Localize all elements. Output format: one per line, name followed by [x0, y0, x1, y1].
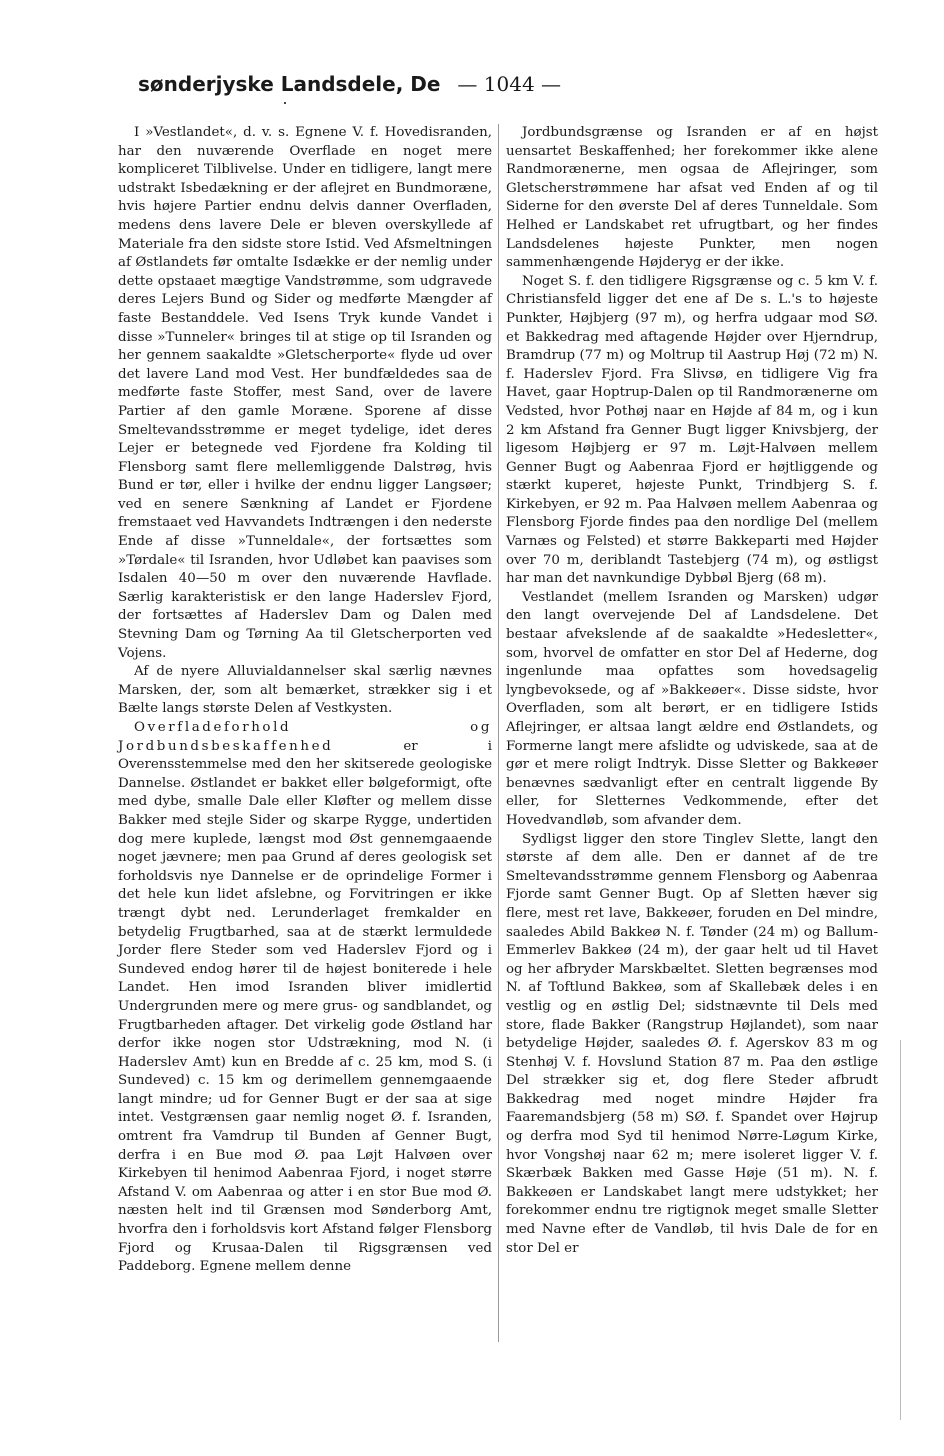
- right-column: [506, 124, 878, 1258]
- paragraph-alluvial: Af de nyere Alluvialdannelser skal særlig nævnes Marsken, der, som alt bemærket, strækker sig i et Bælte langs største Delen af Vestkysten.: [118, 664, 492, 717]
- paragraph-soil-conditions: [118, 719, 492, 1277]
- scan-margin-line: [900, 1040, 901, 1420]
- paragraph-soil-body: er i Overensstemmelse med den her skitserede geologiske Dannelse. Østlandet er bakket eller bølgeformigt, ofte med dybe, smalle Dale eller Kløfter og mellem disse Bakker med stejle Sider og skarpe Rygge, undertiden dog mere kuplede, længst mod Øst gennemgaaende noget jævnere; men paa Grund af deres geologisk set forholdsvis nye Dannelse er de oprindelige Former i det hele kun lidet afslebne, og Forvitringen er ikke trængt dybt ned. Lerunderlaget fremkalder en betydelig Frugtbarhed, saa at de stærkt lermuldede Jorder flere Steder som ved Haderslev Fjord og i Sundeved endog hører til de højest boniterede i hele Landet. Hen imod Isranden bliver imidlertid Undergrunden mere og mere grus- og sandblandet, og Frugtbarheden aftager. Det virkelig gode Østland har derfor ikke nogen stor Udstrækning, mod N. (i Haderslev Amt) kun en Bredde af c. 25 km, mod S. (i Sundeved) c. 15 km og derimellem gennemgaaende langt mindre; ud for Genner Bugt er der saa at sige intet. Vestgrænsen gaar nemlig noget Ø. f. Isranden, omtrent fra Vamdrup til Bunden af Genner Bugt, derfra i en Bue mod Ø. paa Løjt Halvøen over Kirkebyen til henimod Aabenraa Fjord, i noget større Afstand V. om Aabenraa og atter i en stor Bue mod Ø. næsten helt ind til Grænsen mod Sønderborg Amt, hvorfra den i forholdsvis kort Afstand følger Flensborg Fjord og Krusaa-Dalen til Rigsgrænsen ved Paddeborg. Egnene mellem denne: [118, 738, 492, 1275]
- running-header: [138, 72, 561, 96]
- header-title: sønderjyske Landsdele, De: [138, 72, 441, 96]
- paragraph-soil-continued: Jordbundsgrænse og Isranden er af en højst uensartet Beskaffenhed; her forekommer ikke alene Randmorænerne, men ogsaa de Aflejringer, som Gletscherstrømmene har afsat ved Enden af og til Siderne for den øverste Del af deres Tunneldale. Som Helhed er Landskabet ret ufrugtbart, og her findes Landsdelenes højeste Punkter, men nogen sammenhængende Højderyg er der ikke.: [506, 125, 878, 271]
- left-column: [118, 124, 492, 1277]
- paragraph-vestlandet-plains: Vestlandet (mellem Isranden og Marsken) udgør den langt overvejende Del af Landsdelene. Det bestaar afvekslende af de saakaldte »Hedesletter«, som, hvorvel de omfatter en stor Del af Hederne, dog ingenlunde maa opfattes som hovedsagelig lyngbevoksede, og af »Bakkeøer«. Disse sidste, hvor Overfladen, som alt berørt, er en tidligere Istids Aflejringer, er altsaa langt ældre end Østlandets, og Formerne langt mere afslidte og udviskede, saa at de gør et mere roligt Indtryk. Disse Sletter og Bakkeøer benævnes sædvanligt efter en centralt liggende By eller, for Sletternes Vedkommende, efter det Hovedvandløb, som afvander dem.: [506, 589, 878, 828]
- section-lead-term: Overfladeforhold og Jordbundsbeskaffenhed: [118, 720, 492, 754]
- paragraph-tinglev-slette: Sydligst ligger den store Tinglev Slette, langt den største af dem alle. Den er dannet af de tre Smeltevandsstrømme gennem Flensborg og Aabenraa Fjorde samt Genner Bugt. Op af Sletten hæver sig flere, mest ret lave, Bakkeøer, foruden en Del mindre, saaledes Abild Bakkeø N. f. Tønder (24 m) og Ballum-Emmerlev Bakkeø (24 m), der gaar helt ud til Havet og her afbryder Marskbæltet. Sletten begrænses mod N. af Toftlund Bakkeø, som af Skallebæk deles i en vestlig og en østlig Del; sidstnævnte til Dels med store, flade Bakker (Rangstrup Højlandet), som naar betydelige Højder, saaledes Ø. f. Agerskov 83 m og Stenhøj V. f. Hovslund Station 87 m. Paa den østlige Del strækker sig et, dog flere Steder afbrudt Bakkedrag med noget mindre Højder fra Faaremandsbjerg (58 m) SØ. f. Spandet over Højrup og derfra mod Syd til henimod Nørre-Løgum Kirke, hvor Vongshøj naar 62 m; mere isoleret ligger V. f. Skærbæk Bakken med Gasse Høje (51 m). N. f. Bakkeøen er Landskabet langt mere udstykket; her forekommer endnu tre rigtignok meget smalle Sletter med Navne efter de Vandløb, til hvis Dale de for en stor Del er: [506, 831, 878, 1256]
- column-divider: [498, 124, 499, 1342]
- print-mark: [284, 102, 286, 104]
- page-number: — 1044 —: [457, 72, 562, 96]
- paragraph-vestlandet-geology: I »Vestlandet«, d. v. s. Egnene V. f. Hovedisranden, har den nuværende Overflade en noget mere kompliceret Tilblivelse. Under en tidligere, langt mere udstrakt Isbedækning er der aflejret en Bundmoræne, hvis højere Partier endnu delvis danner Overfladen, medens dens lavere Dele er bleven overskyllede af Materiale fra den sidste store Istid. Ved Afsmeltningen af Østlandets før omtalte Isdække er der nemlig under dette opstaaet mægtige Vandstrømme, som udgravede deres Lejers Bund og Sider og medførte Mængder af faste Bestanddele. Ved Isens Tryk kunde Vandet i disse »Tunneler« bringes til at stige op til Isranden og her gennem saakaldte »Gletscherporte« flyde ud over det lavere Land mod Vest. Her bundfældedes saa de medførte faste Stoffer, mest Sand, over de lavere Partier af den gamle Moræne. Sporene af disse Smeltevandsstrømme er meget tydelige, idet deres Lejer er betegnede ved Fjordene fra Kolding til Flensborg samt flere mellemliggende Dalstrøg, hvis Bund er tør, eller i hvilke der endnu ligger Langsøer; ved en senere Sænkning af Landet er Fjordene fremstaaet ved Havvandets Indtrængen i den nederste Ende af disse »Tunneldale«, der fortsættes som »Tørdale« til Isranden, hvor Udløbet kan paavises som Isdalen 40—50 m over den nuværende Havflade. Særlig karakteristisk er den lange Haderslev Fjord, der fortsættes af Haderslev Dam og Dalen med Stevning Dam og Tørning Aa til Gletscherporten ved Vojens.: [118, 125, 492, 661]
- paragraph-heights: Noget S. f. den tidligere Rigsgrænse og c. 5 km V. f. Christiansfeld ligger det ene af De s. L.'s to højeste Punkter, Højbjerg (97 m), og herfra udgaar mod SØ. et Bakkedrag med aftagende Højder over Hjerndrup, Bramdrup (77 m) og Moltrup til Aastrup Høj (72 m) N. f. Haderslev Fjord. Fra Slivsø, en tidligere Vig fra Havet, gaar Hoptrup-Dalen op til Randmorænerne om Vedsted, hvor Pothøj naar en Højde af 84 m, og i kun 2 km Afstand fra Genner Bugt ligger Knivsbjerg, der ligesom Højbjerg er 97 m. Løjt-Halvøen mellem Genner Bugt og Aabenraa Fjord er højtliggende og stærkt kuperet, højeste Punkt, Trindbjerg S. f. Kirkebyen, er 92 m. Paa Halvøen mellem Aabenraa og Flensborg Fjorde findes paa den nordlige Del (mellem Varnæs og Felsted) et større Bakkeparti med Højder over 70 m, deriblandt Tastebjerg (74 m), og østligst har man det navnkundige Dybbøl Bjerg (68 m).: [506, 273, 878, 587]
